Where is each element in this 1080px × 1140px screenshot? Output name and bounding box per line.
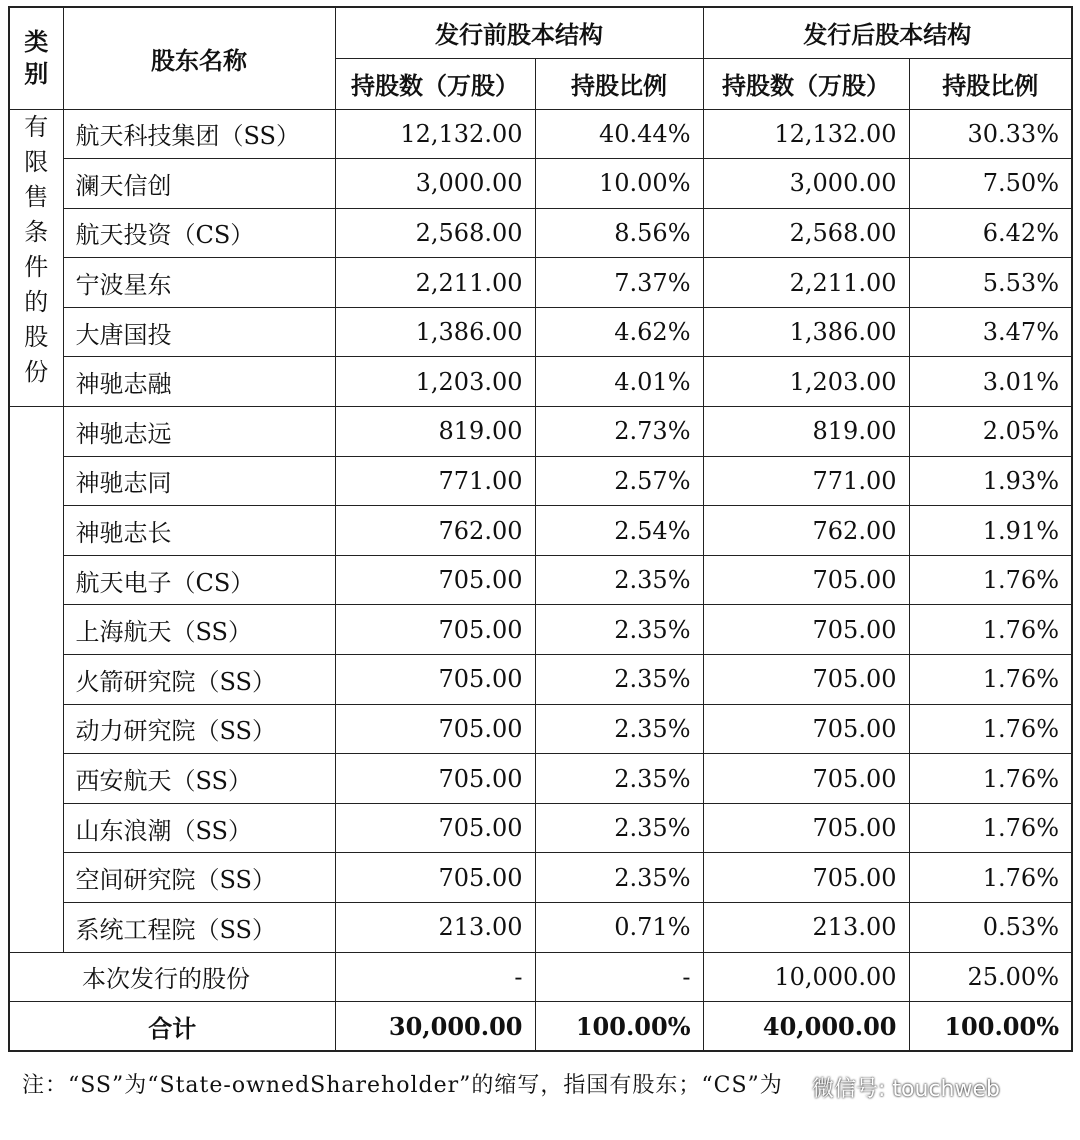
shareholder-name-cell: 航天电子（CS） (63, 555, 335, 605)
post-shares-cell: 1,386.00 (703, 307, 909, 357)
issue-label-cell: 本次发行的股份 (9, 952, 335, 1002)
post-shares-header: 持股数（万股） (703, 58, 909, 109)
shareholder-name-cell: 动力研究院（SS） (63, 704, 335, 754)
post-ratio-cell: 5.53% (909, 258, 1072, 308)
footnote: 注：“SS”为“State-ownedShareholder”的缩写，指国有股东；“CS”为 (22, 1073, 783, 1098)
total-post-shares-cell: 40,000.00 (703, 1002, 909, 1052)
pre-issue-header: 发行前股本结构 (335, 7, 703, 58)
pre-ratio-cell: 0.71% (535, 903, 703, 953)
post-shares-cell: 3,000.00 (703, 159, 909, 209)
pre-shares-cell: 12,132.00 (335, 109, 535, 159)
post-shares-cell: 762.00 (703, 506, 909, 556)
table-row (9, 357, 1072, 407)
post-ratio-cell: 1.76% (909, 754, 1072, 804)
shareholder-name-cell: 西安航天（SS） (63, 754, 335, 804)
issue-pre-ratio-cell: - (535, 952, 703, 1002)
shareholder-name-cell: 神驰志远 (63, 407, 335, 457)
table-row (9, 506, 1072, 556)
post-ratio-cell: 6.42% (909, 208, 1072, 258)
table-row (9, 803, 1072, 853)
pre-ratio-cell: 2.35% (535, 555, 703, 605)
total-pre-shares-cell: 30,000.00 (335, 1002, 535, 1052)
post-shares-cell: 705.00 (703, 655, 909, 705)
pre-ratio-cell: 4.01% (535, 357, 703, 407)
post-ratio-cell: 3.47% (909, 307, 1072, 357)
category-header (9, 7, 63, 109)
pre-ratio-cell: 2.57% (535, 456, 703, 506)
pre-shares-cell: 705.00 (335, 803, 535, 853)
post-shares-cell: 213.00 (703, 903, 909, 953)
shareholder-name-cell: 航天投资（CS） (63, 208, 335, 258)
shareholder-name-cell: 航天科技集团（SS） (63, 109, 335, 159)
pre-shares-cell: 3,000.00 (335, 159, 535, 209)
post-shares-cell: 705.00 (703, 555, 909, 605)
pre-ratio-cell: 10.00% (535, 159, 703, 209)
post-ratio-cell: 1.76% (909, 605, 1072, 655)
table-body (9, 109, 1072, 1051)
pre-ratio-cell: 2.54% (535, 506, 703, 556)
post-ratio-header: 持股比例 (909, 58, 1072, 109)
post-shares-cell: 705.00 (703, 605, 909, 655)
table-row (9, 605, 1072, 655)
watermark (780, 1072, 1000, 1102)
pre-ratio-cell: 2.35% (535, 803, 703, 853)
pre-ratio-cell: 2.35% (535, 754, 703, 804)
pre-shares-cell: 762.00 (335, 506, 535, 556)
post-ratio-cell: 1.76% (909, 555, 1072, 605)
post-shares-cell: 705.00 (703, 754, 909, 804)
post-ratio-cell: 2.05% (909, 407, 1072, 457)
pre-ratio-cell: 2.35% (535, 853, 703, 903)
pre-ratio-cell: 2.73% (535, 407, 703, 457)
pre-ratio-cell: 4.62% (535, 307, 703, 357)
pre-ratio-cell: 40.44% (535, 109, 703, 159)
total-pre-ratio-cell: 100.00% (535, 1002, 703, 1052)
pre-shares-header: 持股数（万股） (335, 58, 535, 109)
post-ratio-cell: 7.50% (909, 159, 1072, 209)
pre-ratio-cell: 7.37% (535, 258, 703, 308)
restricted-category-cell (9, 109, 63, 407)
post-shares-cell: 705.00 (703, 803, 909, 853)
footnote-continued (22, 1102, 922, 1116)
post-ratio-cell: 30.33% (909, 109, 1072, 159)
pre-ratio-header: 持股比例 (535, 58, 703, 109)
total-label-cell: 合计 (9, 1002, 335, 1052)
shareholder-name-header: 股东名称 (63, 7, 335, 109)
pre-shares-cell: 1,386.00 (335, 307, 535, 357)
post-shares-cell: 1,203.00 (703, 357, 909, 407)
category-cell-blank (9, 407, 63, 953)
pre-shares-cell: 2,568.00 (335, 208, 535, 258)
table-row (9, 307, 1072, 357)
table-row (9, 555, 1072, 605)
pre-shares-cell: 705.00 (335, 555, 535, 605)
total-post-ratio-cell: 100.00% (909, 1002, 1072, 1052)
shareholder-name-cell: 空间研究院（SS） (63, 853, 335, 903)
header-row-1 (9, 7, 1072, 58)
pre-ratio-cell: 2.35% (535, 704, 703, 754)
wechat-icon (780, 1077, 806, 1097)
shareholder-name-cell: 系统工程院（SS） (63, 903, 335, 953)
shareholder-name-cell: 神驰志长 (63, 506, 335, 556)
shareholding-table (8, 6, 1073, 1052)
total-row (9, 1002, 1072, 1052)
post-shares-cell: 2,568.00 (703, 208, 909, 258)
pre-shares-cell: 705.00 (335, 853, 535, 903)
category-header-label: 类别 (24, 28, 49, 89)
pre-ratio-cell: 2.35% (535, 605, 703, 655)
pre-shares-cell: 705.00 (335, 754, 535, 804)
pre-ratio-cell: 8.56% (535, 208, 703, 258)
shareholder-name-cell: 神驰志同 (63, 456, 335, 506)
pre-shares-cell: 819.00 (335, 407, 535, 457)
table-row (9, 258, 1072, 308)
issue-post-shares-cell: 10,000.00 (703, 952, 909, 1002)
post-ratio-cell: 1.91% (909, 506, 1072, 556)
pre-shares-cell: 705.00 (335, 704, 535, 754)
table-row (9, 655, 1072, 705)
post-ratio-cell: 1.76% (909, 655, 1072, 705)
post-shares-cell: 2,211.00 (703, 258, 909, 308)
pre-shares-cell: 771.00 (335, 456, 535, 506)
table-row (9, 903, 1072, 953)
table-row (9, 109, 1072, 159)
post-shares-cell: 12,132.00 (703, 109, 909, 159)
post-ratio-cell: 1.76% (909, 704, 1072, 754)
shareholder-name-cell: 大唐国投 (63, 307, 335, 357)
table-row (9, 704, 1072, 754)
issue-row (9, 952, 1072, 1002)
pre-shares-cell: 705.00 (335, 655, 535, 705)
table-row (9, 159, 1072, 209)
post-ratio-cell: 3.01% (909, 357, 1072, 407)
shareholder-name-cell: 神驰志融 (63, 357, 335, 407)
post-ratio-cell: 0.53% (909, 903, 1072, 953)
post-ratio-cell: 1.76% (909, 803, 1072, 853)
shareholder-name-cell: 宁波星东 (63, 258, 335, 308)
post-shares-cell: 705.00 (703, 853, 909, 903)
table-row (9, 853, 1072, 903)
post-ratio-cell: 1.93% (909, 456, 1072, 506)
shareholder-name-cell: 山东浪潮（SS） (63, 803, 335, 853)
post-shares-cell: 771.00 (703, 456, 909, 506)
post-ratio-cell: 1.76% (909, 853, 1072, 903)
pre-shares-cell: 2,211.00 (335, 258, 535, 308)
issue-post-ratio-cell: 25.00% (909, 952, 1072, 1002)
pre-shares-cell: 705.00 (335, 605, 535, 655)
pre-shares-cell: 213.00 (335, 903, 535, 953)
pre-shares-cell: 1,203.00 (335, 357, 535, 407)
shareholder-name-cell: 上海航天（SS） (63, 605, 335, 655)
post-shares-cell: 819.00 (703, 407, 909, 457)
table-row (9, 208, 1072, 258)
restricted-category-label: 有限售条件的股份 (24, 112, 49, 386)
shareholder-name-cell: 澜天信创 (63, 159, 335, 209)
issue-pre-shares-cell: - (335, 952, 535, 1002)
post-issue-header: 发行后股本结构 (703, 7, 1072, 58)
pre-ratio-cell: 2.35% (535, 655, 703, 705)
table-row (9, 754, 1072, 804)
shareholder-name-cell: 火箭研究院（SS） (63, 655, 335, 705)
watermark-text: 微信号: touchweb (812, 1076, 1000, 1102)
post-shares-cell: 705.00 (703, 704, 909, 754)
table-row (9, 407, 1072, 457)
table-row (9, 456, 1072, 506)
